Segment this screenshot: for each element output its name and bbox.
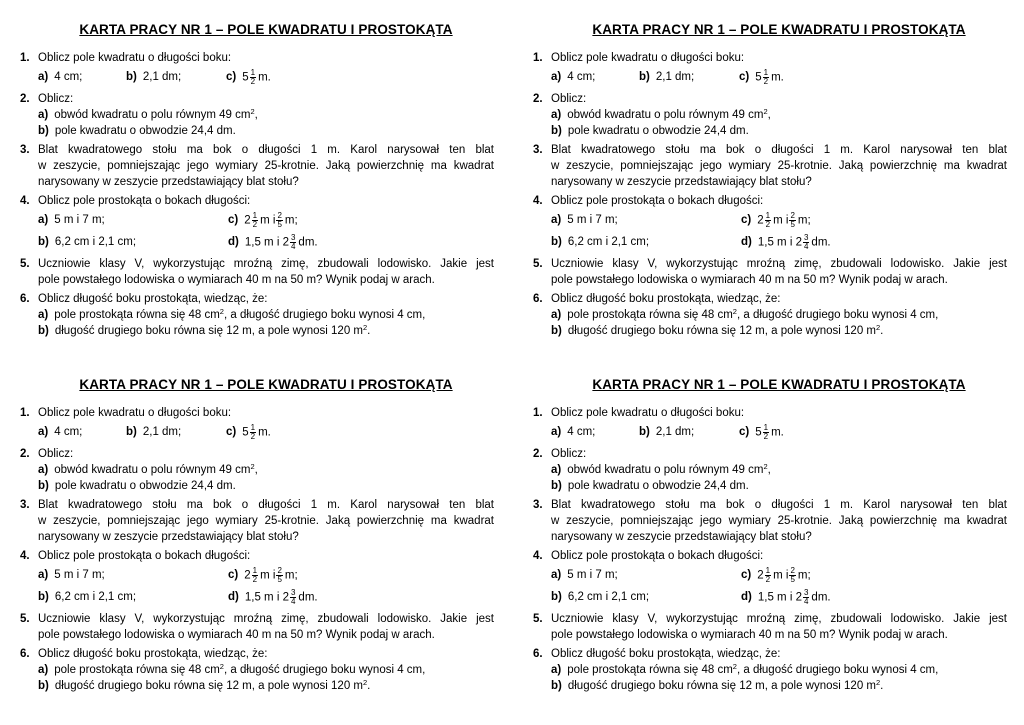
option-text: długość drugiego boku równa się 12 m, a pole wynosi 120 m	[54, 325, 363, 337]
fraction-denominator: 2	[252, 219, 258, 229]
option-text-end: ,	[254, 464, 258, 476]
task-number: 4.	[533, 195, 543, 207]
option-text: pole kwadratu o obwodzie 24,4 dm.	[54, 125, 236, 137]
superscript: 2	[763, 107, 768, 116]
option-text: 1,5 m i 2	[757, 591, 802, 604]
unit: dm.	[811, 236, 831, 249]
task-text-line: Blat kwadratowego stołu ma bok o długości 1 m. Karol narysował ten blat	[551, 144, 1007, 156]
option-text: długość drugiego boku równa się 12 m, a pole wynosi 120 m	[54, 680, 363, 692]
option-text: pole prostokąta równa się 48 cm	[54, 664, 220, 676]
option-label: d)	[741, 591, 752, 604]
option-text: pole kwadratu o obwodzie 24,4 dm.	[567, 125, 749, 137]
option-text: m i	[773, 569, 789, 582]
fraction-numerator: 2	[277, 565, 282, 575]
option-label: c)	[741, 214, 752, 227]
task-text-line: Uczniowie klasy V, wykorzystując mroźną zimę, zbudowali lodowisko. Jakie jest	[38, 258, 494, 270]
option-label: c)	[228, 569, 239, 582]
option-text: 2,1 dm;	[142, 71, 182, 83]
worksheet-bottom-left	[20, 377, 494, 697]
task-text-line: Uczniowie klasy V, wykorzystując mroźną zimę, zbudowali lodowisko. Jakie jest	[38, 613, 494, 625]
option-label: a)	[38, 426, 49, 438]
task-2	[20, 446, 494, 494]
unit: m.	[258, 426, 271, 439]
option-label: c)	[226, 71, 237, 84]
task-number: 5.	[533, 613, 543, 625]
fraction-numerator: 2	[277, 210, 282, 220]
option-text: 6,2 cm i 2,1 cm;	[54, 591, 137, 603]
task-5	[20, 256, 494, 288]
option-label: c)	[228, 214, 239, 227]
option-text: pole prostokąta równa się 48 cm	[54, 309, 220, 321]
superscript: 2	[362, 323, 368, 332]
option-label: b)	[551, 591, 562, 603]
option-text: 5 m i 7 m;	[567, 569, 618, 581]
task-number: 1.	[20, 52, 30, 64]
option-text: długość drugiego boku równa się 12 m, a pole wynosi 120 m	[567, 325, 876, 337]
option-text: obwód kwadratu o polu równym 49 cm	[54, 109, 251, 121]
option-text: 2,1 dm;	[142, 426, 182, 438]
fraction-numerator: 1	[252, 565, 258, 575]
task-text: Oblicz:	[551, 448, 587, 460]
option-text: 1,5 m i 2	[244, 591, 289, 604]
task-text-line: pole powstałego lodowiska o wymiarach 40 m na 50 m? Wynik podaj w arach.	[551, 274, 948, 286]
option-text: 6,2 cm i 2,1 cm;	[567, 591, 650, 603]
fraction-denominator: 5	[790, 219, 795, 229]
mixed-number-whole: 5	[755, 71, 762, 84]
task-number: 4.	[20, 550, 30, 562]
unit: dm.	[811, 591, 831, 604]
option-label: a)	[551, 214, 562, 226]
option-label: a)	[551, 109, 562, 121]
option-text: 5 m i 7 m;	[54, 214, 105, 226]
fraction	[789, 567, 795, 584]
superscript: 2	[875, 323, 881, 332]
option-text: 5 m i 7 m;	[54, 569, 105, 581]
task-number: 3.	[533, 499, 543, 511]
fraction-denominator: 5	[277, 219, 282, 229]
superscript: 2	[219, 307, 224, 316]
task-text-line: w zeszycie, pomniejszając jego wymiary 25-krotnie. Jaką powierzchnię ma kwadrat	[38, 515, 494, 527]
fraction-numerator: 3	[290, 587, 296, 597]
task-number: 5.	[533, 258, 543, 270]
superscript: 2	[250, 462, 255, 471]
task-1	[533, 405, 1007, 443]
task-2	[533, 446, 1007, 494]
task-text-line: narysowany w zeszycie przedstawiający blat stołu?	[551, 531, 812, 543]
worksheet-card	[533, 377, 1007, 694]
task-text: Oblicz:	[38, 448, 74, 460]
fraction-numerator: 1	[763, 422, 769, 432]
task-4	[20, 548, 494, 608]
option-label: b)	[551, 680, 562, 692]
fraction	[803, 234, 809, 251]
option-label: b)	[126, 71, 137, 83]
fraction	[765, 567, 771, 584]
task-6	[20, 291, 494, 339]
task-text: Oblicz pole prostokąta o bokach długości:	[38, 550, 251, 562]
option-label: a)	[38, 664, 49, 676]
fraction-numerator: 1	[250, 422, 256, 432]
mixed-number-whole: 2	[757, 569, 764, 582]
fraction	[250, 69, 256, 86]
superscript: 2	[250, 107, 255, 116]
option-text: m i	[260, 214, 276, 227]
fraction-denominator: 5	[790, 574, 795, 584]
option-text-end: , a długość drugiego boku wynosi 4 cm,	[223, 309, 426, 321]
fraction-denominator: 4	[290, 596, 296, 606]
task-text-line: Blat kwadratowego stołu ma bok o długości 1 m. Karol narysował ten blat	[38, 499, 494, 511]
fraction-denominator: 4	[803, 596, 809, 606]
option-label: b)	[38, 236, 49, 248]
option-label: b)	[38, 591, 49, 603]
fraction-denominator: 2	[765, 574, 771, 584]
option-text: pole kwadratu o obwodzie 24,4 dm.	[54, 480, 236, 492]
unit: dm.	[298, 591, 318, 604]
option-text-end: , a długość drugiego boku wynosi 4 cm,	[736, 664, 939, 676]
task-2	[20, 91, 494, 139]
option-text-end: , a długość drugiego boku wynosi 4 cm,	[736, 309, 939, 321]
fraction-numerator: 1	[763, 67, 769, 77]
fraction	[252, 567, 258, 584]
unit: m.	[258, 71, 271, 84]
task-number: 1.	[533, 407, 543, 419]
fraction	[763, 424, 769, 441]
option-label: a)	[551, 464, 562, 476]
task-text-line: narysowany w zeszycie przedstawiający blat stołu?	[551, 176, 812, 188]
task-3	[533, 142, 1007, 190]
fraction-numerator: 2	[790, 565, 795, 575]
option-text: pole prostokąta równa się 48 cm	[567, 309, 733, 321]
task-text-line: w zeszycie, pomniejszając jego wymiary 25-krotnie. Jaką powierzchnię ma kwadrat	[551, 515, 1007, 527]
task-number: 5.	[20, 258, 30, 270]
task-number: 2.	[20, 93, 30, 105]
mixed-number-whole: 5	[242, 71, 249, 84]
task-number: 6.	[533, 648, 543, 660]
unit: m;	[797, 569, 811, 582]
fraction-denominator: 2	[765, 219, 771, 229]
option-text: pole kwadratu o obwodzie 24,4 dm.	[567, 480, 749, 492]
option-label: a)	[551, 426, 562, 438]
option-text: 4 cm;	[54, 71, 83, 83]
option-text-end: .	[367, 680, 371, 692]
task-3	[533, 497, 1007, 545]
option-text: 6,2 cm i 2,1 cm;	[567, 236, 650, 248]
option-text-end: ,	[254, 109, 258, 121]
option-text-end: ,	[767, 464, 771, 476]
mixed-number-whole: 5	[242, 426, 249, 439]
task-text: Oblicz pole prostokąta o bokach długości:	[551, 195, 764, 207]
task-1	[533, 50, 1007, 88]
task-text-line: Uczniowie klasy V, wykorzystując mroźną zimę, zbudowali lodowisko. Jakie jest	[551, 258, 1007, 270]
fraction-denominator: 2	[250, 76, 256, 86]
task-1	[20, 405, 494, 443]
option-label: b)	[551, 325, 562, 337]
task-text-line: pole powstałego lodowiska o wymiarach 40 m na 50 m? Wynik podaj w arach.	[38, 274, 435, 286]
option-label: c)	[741, 569, 752, 582]
fraction-denominator: 4	[290, 241, 296, 251]
task-text-line: narysowany w zeszycie przedstawiający blat stołu?	[38, 176, 299, 188]
option-label: b)	[38, 125, 49, 137]
task-text: Oblicz:	[551, 93, 587, 105]
option-text: 4 cm;	[54, 426, 83, 438]
task-text-line: narysowany w zeszycie przedstawiający blat stołu?	[38, 531, 299, 543]
task-text: Oblicz pole kwadratu o długości boku:	[551, 52, 745, 64]
task-number: 6.	[533, 293, 543, 305]
fraction	[803, 589, 809, 606]
fraction-denominator: 2	[250, 431, 256, 441]
fraction	[765, 212, 771, 229]
option-label: a)	[38, 569, 49, 581]
option-text: m i	[773, 214, 789, 227]
task-4	[20, 193, 494, 253]
task-number: 2.	[533, 93, 543, 105]
superscript: 2	[219, 662, 224, 671]
option-label: d)	[741, 236, 752, 249]
option-label: a)	[38, 71, 49, 83]
option-label: a)	[551, 71, 562, 83]
task-1	[20, 50, 494, 88]
task-number: 3.	[20, 499, 30, 511]
option-text: obwód kwadratu o polu równym 49 cm	[54, 464, 251, 476]
task-number: 1.	[533, 52, 543, 64]
fraction	[250, 424, 256, 441]
task-text: Oblicz długość boku prostokąta, wiedząc, że:	[38, 648, 268, 660]
option-text-end: .	[367, 325, 371, 337]
option-text-end: , a długość drugiego boku wynosi 4 cm,	[223, 664, 426, 676]
option-label: c)	[739, 426, 750, 439]
task-5	[20, 611, 494, 643]
worksheet-top-right	[533, 22, 1007, 342]
worksheet-title: KARTA PRACY NR 1 – POLE KWADRATU I PROSTOKĄTA	[79, 377, 453, 392]
option-label: b)	[551, 125, 562, 137]
fraction	[290, 589, 296, 606]
task-text-line: w zeszycie, pomniejszając jego wymiary 25-krotnie. Jaką powierzchnię ma kwadrat	[38, 160, 494, 172]
unit: m;	[284, 569, 298, 582]
task-2	[533, 91, 1007, 139]
task-text-line: Uczniowie klasy V, wykorzystując mroźną zimę, zbudowali lodowisko. Jakie jest	[551, 613, 1007, 625]
option-text: obwód kwadratu o polu równym 49 cm	[567, 464, 764, 476]
option-text: 1,5 m i 2	[244, 236, 289, 249]
task-text-line: Blat kwadratowego stołu ma bok o długości 1 m. Karol narysował ten blat	[551, 499, 1007, 511]
task-text-line: pole powstałego lodowiska o wymiarach 40 m na 50 m? Wynik podaj w arach.	[38, 629, 435, 641]
option-label: b)	[639, 71, 650, 83]
unit: m.	[771, 426, 784, 439]
fraction-denominator: 2	[763, 76, 769, 86]
worksheet-card	[533, 22, 1007, 339]
task-4	[533, 548, 1007, 608]
option-text: 6,2 cm i 2,1 cm;	[54, 236, 137, 248]
fraction-denominator: 5	[277, 574, 282, 584]
task-5	[533, 611, 1007, 643]
task-3	[20, 497, 494, 545]
unit: m;	[284, 214, 298, 227]
task-text: Oblicz pole kwadratu o długości boku:	[38, 52, 232, 64]
option-text: 5 m i 7 m;	[567, 214, 618, 226]
task-text: Oblicz pole prostokąta o bokach długości:	[38, 195, 251, 207]
unit: dm.	[298, 236, 318, 249]
option-label: b)	[38, 325, 49, 337]
option-label: b)	[639, 426, 650, 438]
task-number: 2.	[533, 448, 543, 460]
option-label: a)	[38, 109, 49, 121]
fraction-numerator: 1	[250, 67, 256, 77]
fraction	[789, 212, 795, 229]
fraction	[290, 234, 296, 251]
option-label: a)	[38, 464, 49, 476]
task-6	[20, 646, 494, 694]
worksheet-card	[20, 377, 494, 694]
option-label: c)	[739, 71, 750, 84]
unit: m;	[797, 214, 811, 227]
option-label: a)	[38, 214, 49, 226]
option-text: obwód kwadratu o polu równym 49 cm	[567, 109, 764, 121]
mixed-number-whole: 5	[755, 426, 762, 439]
option-text-end: .	[880, 680, 884, 692]
option-text: 2,1 dm;	[655, 426, 695, 438]
fraction-numerator: 3	[803, 232, 809, 242]
option-label: a)	[38, 309, 49, 321]
option-label: b)	[126, 426, 137, 438]
option-label: a)	[551, 309, 562, 321]
fraction-numerator: 1	[252, 210, 258, 220]
fraction-numerator: 1	[765, 210, 771, 220]
task-text: Oblicz pole kwadratu o długości boku:	[38, 407, 232, 419]
option-label: a)	[551, 664, 562, 676]
worksheet-card	[20, 22, 494, 339]
task-number: 1.	[20, 407, 30, 419]
superscript: 2	[875, 678, 881, 687]
fraction-numerator: 3	[290, 232, 296, 242]
option-label: b)	[38, 680, 49, 692]
superscript: 2	[362, 678, 368, 687]
task-6	[533, 646, 1007, 694]
option-label: a)	[551, 569, 562, 581]
fraction	[276, 212, 282, 229]
superscript: 2	[732, 307, 737, 316]
option-text: pole prostokąta równa się 48 cm	[567, 664, 733, 676]
option-text: 4 cm;	[567, 71, 596, 83]
option-text: 2,1 dm;	[655, 71, 695, 83]
task-text: Oblicz pole prostokąta o bokach długości:	[551, 550, 764, 562]
worksheet-bottom-right	[533, 377, 1007, 697]
task-text: Oblicz pole kwadratu o długości boku:	[551, 407, 745, 419]
task-text-line: w zeszycie, pomniejszając jego wymiary 25-krotnie. Jaką powierzchnię ma kwadrat	[551, 160, 1007, 172]
option-text: długość drugiego boku równa się 12 m, a pole wynosi 120 m	[567, 680, 876, 692]
option-label: b)	[551, 236, 562, 248]
worksheet-title: KARTA PRACY NR 1 – POLE KWADRATU I PROSTOKĄTA	[79, 22, 453, 37]
task-text-line: pole powstałego lodowiska o wymiarach 40 m na 50 m? Wynik podaj w arach.	[551, 629, 948, 641]
option-label: d)	[228, 236, 239, 249]
task-number: 4.	[20, 195, 30, 207]
superscript: 2	[732, 662, 737, 671]
fraction	[276, 567, 282, 584]
mixed-number-whole: 2	[244, 569, 251, 582]
option-text: 1,5 m i 2	[757, 236, 802, 249]
task-number: 3.	[533, 144, 543, 156]
fraction-denominator: 2	[763, 431, 769, 441]
fraction-numerator: 2	[790, 210, 795, 220]
task-number: 3.	[20, 144, 30, 156]
task-3	[20, 142, 494, 190]
fraction-numerator: 3	[803, 587, 809, 597]
task-text: Oblicz długość boku prostokąta, wiedząc, że:	[38, 293, 268, 305]
option-text: m i	[260, 569, 276, 582]
task-5	[533, 256, 1007, 288]
worksheet-title: KARTA PRACY NR 1 – POLE KWADRATU I PROSTOKĄTA	[592, 377, 966, 392]
superscript: 2	[763, 462, 768, 471]
option-text-end: ,	[767, 109, 771, 121]
task-text: Oblicz:	[38, 93, 74, 105]
fraction	[252, 212, 258, 229]
task-number: 4.	[533, 550, 543, 562]
fraction-denominator: 4	[803, 241, 809, 251]
task-number: 6.	[20, 648, 30, 660]
task-number: 6.	[20, 293, 30, 305]
option-label: b)	[551, 480, 562, 492]
option-label: d)	[228, 591, 239, 604]
fraction	[763, 69, 769, 86]
task-4	[533, 193, 1007, 253]
mixed-number-whole: 2	[757, 214, 764, 227]
task-text: Oblicz długość boku prostokąta, wiedząc, że:	[551, 293, 781, 305]
task-number: 2.	[20, 448, 30, 460]
task-text: Oblicz długość boku prostokąta, wiedząc, że:	[551, 648, 781, 660]
unit: m.	[771, 71, 784, 84]
mixed-number-whole: 2	[244, 214, 251, 227]
option-text: 4 cm;	[567, 426, 596, 438]
task-text-line: Blat kwadratowego stołu ma bok o długości 1 m. Karol narysował ten blat	[38, 144, 494, 156]
option-label: c)	[226, 426, 237, 439]
worksheet-top-left	[20, 22, 494, 342]
fraction-denominator: 2	[252, 574, 258, 584]
worksheet-title: KARTA PRACY NR 1 – POLE KWADRATU I PROSTOKĄTA	[592, 22, 966, 37]
option-text-end: .	[880, 325, 884, 337]
option-label: b)	[38, 480, 49, 492]
task-6	[533, 291, 1007, 339]
fraction-numerator: 1	[765, 565, 771, 575]
task-number: 5.	[20, 613, 30, 625]
